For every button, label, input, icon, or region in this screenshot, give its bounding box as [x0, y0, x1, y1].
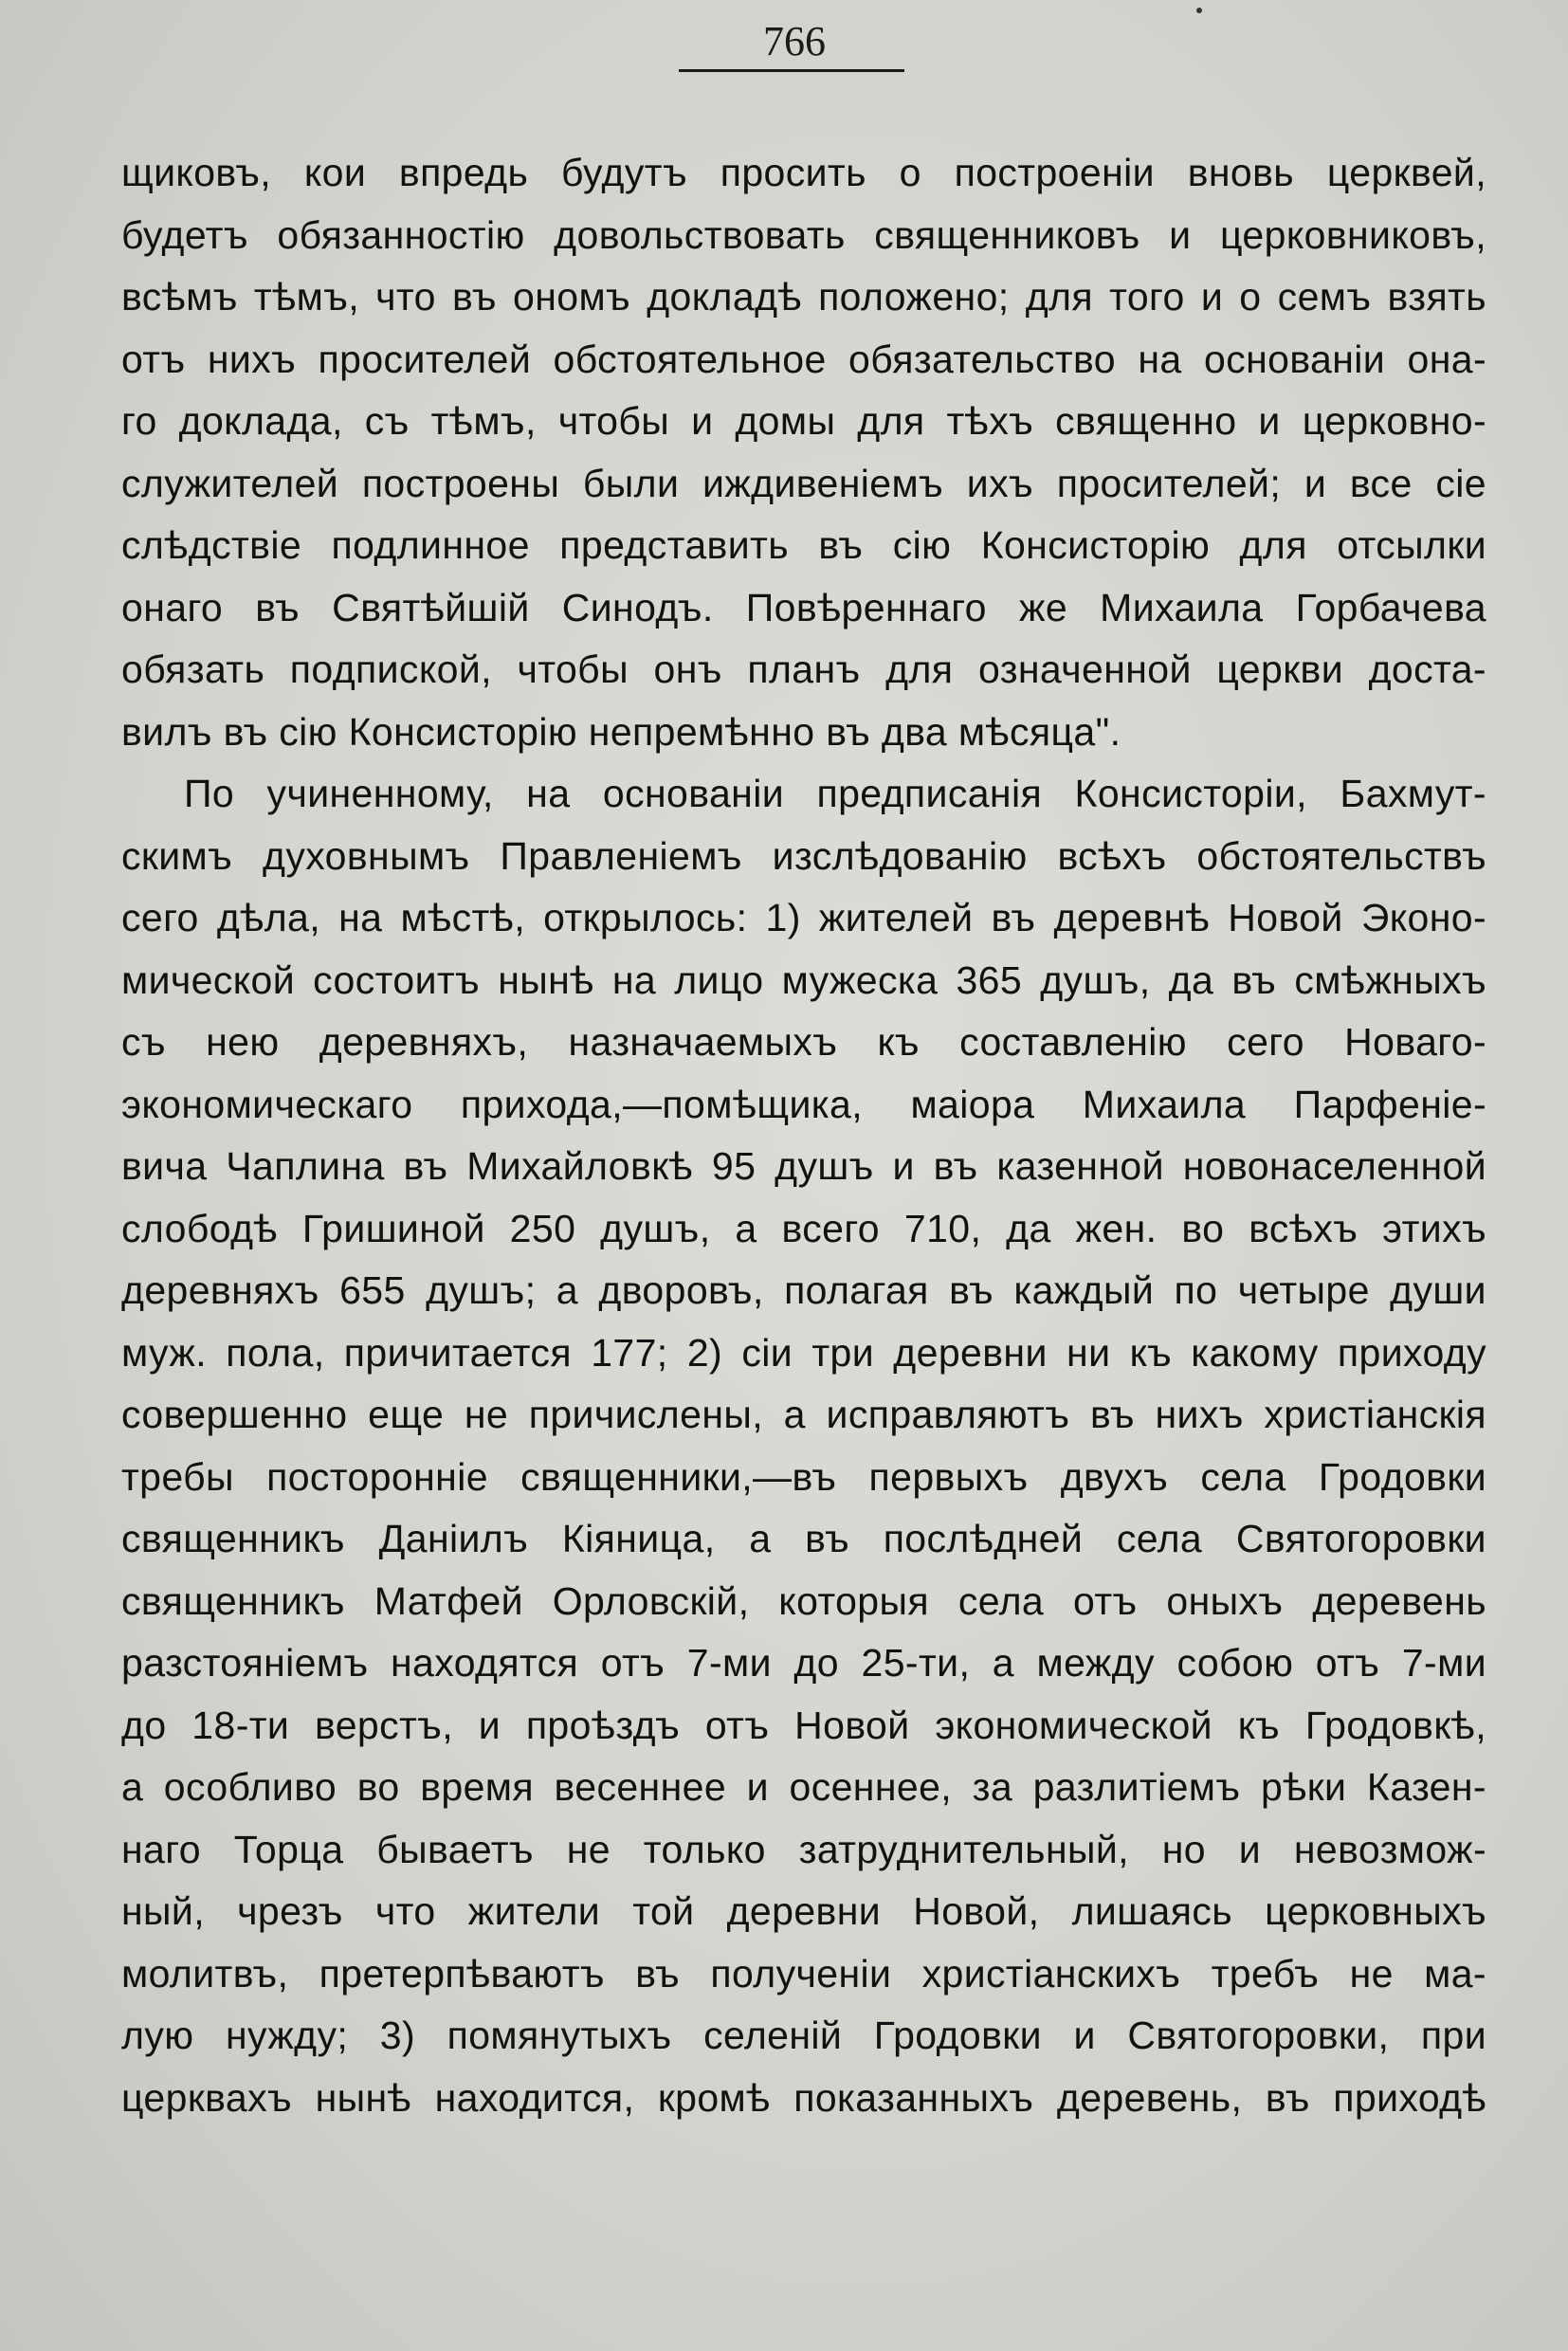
text-line-paragraph-start: По учиненному, на основаніи предписанія Консисторіи, Бахмут-: [184, 772, 1486, 815]
text-line: обязать подпиской, чтобы онъ планъ для означенной церкви доста-: [121, 647, 1486, 691]
text-line: церквахъ нынѣ находится, кромѣ показанныхъ деревень, въ приходѣ: [121, 2075, 1486, 2120]
text-line: ный, чрезъ что жители той деревни Новой, лишаясь церковныхъ: [121, 1889, 1486, 1933]
text-line: слободѣ Гришиной 250 душъ, а всего 710, да жен. во всѣхъ этихъ: [121, 1206, 1486, 1250]
text-line: го доклада, съ тѣмъ, чтобы и домы для тѣхъ священно и церковно-: [121, 399, 1486, 443]
text-line: деревняхъ 655 душъ; а дворовъ, полагая въ каждый по четыре души: [121, 1268, 1486, 1312]
text-line: муж. пола, причитается 177; 2) сіи три деревни ни къ какому приходу: [121, 1330, 1486, 1375]
text-line: экономическаго прихода,—помѣщика, маіора Михаила Парфеніе-: [121, 1082, 1486, 1126]
body-text: [121, 142, 1486, 2129]
text-line: отъ нихъ просителей обстоятельное обязательство на основаніи она-: [121, 337, 1486, 381]
text-line: всѣмъ тѣмъ, что въ ономъ докладѣ положено; для того и о семъ взять: [121, 275, 1486, 319]
text-line: священникъ Матфей Орловскій, которыя села отъ оныхъ деревень: [121, 1578, 1486, 1623]
text-line: вилъ въ сію Консисторію непремѣнно въ два мѣсяца".: [121, 709, 1121, 754]
text-line: мической состоитъ нынѣ на лицо мужеска 365 душъ, да въ смѣжныхъ: [121, 957, 1486, 1002]
text-line: съ нею деревняхъ, назначаемыхъ къ составленію сего Новаго-: [121, 1020, 1486, 1064]
text-line: вича Чаплина въ Михайловкѣ 95 душъ и въ казенной новонаселенной: [121, 1144, 1486, 1188]
text-line: наго Торца бываетъ не только затруднительный, но и невозмож-: [121, 1827, 1486, 1871]
text-line: разстояніемъ находятся отъ 7-ми до 25-ти, а между собою отъ 7-ми: [121, 1641, 1486, 1685]
text-line: совершенно еще не причислены, а исправляютъ въ нихъ христіанскія: [121, 1393, 1486, 1436]
text-line: а особливо во время весеннее и осеннее, за разлитіемъ рѣки Казен-: [121, 1765, 1486, 1809]
text-line: служителей построены были иждивеніемъ ихъ просителей; и все сіе: [121, 461, 1486, 505]
text-line: онаго въ Святѣйшій Синодъ. Повѣреннаго же Михаила Горбачева: [121, 585, 1486, 629]
page-number: 766: [763, 18, 826, 64]
text-line: слѣдствіе подлинное представить въ сію Консисторію для отсылки: [121, 523, 1486, 567]
text-line: священникъ Даніилъ Кіяница, а въ послѣдней села Святогоровки: [121, 1517, 1486, 1560]
text-line: молитвъ, претерпѣваютъ въ полученіи христіанскихъ требъ не ма-: [121, 1951, 1486, 1996]
text-line: будетъ обязанностію довольствовать священниковъ и церковниковъ,: [121, 212, 1486, 257]
text-line: до 18-ти верстъ, и проѣздъ отъ Новой экономической къ Гродовкѣ,: [121, 1703, 1486, 1747]
text-line: щиковъ, кои впредь будутъ просить о построеніи вновь церквей,: [121, 151, 1486, 194]
text-line: сего дѣла, на мѣстѣ, открылось: 1) жителей въ деревнѣ Новой Эконо-: [121, 896, 1486, 939]
scan-speck: [1196, 8, 1202, 13]
text-line: лую нужду; 3) помянутыхъ селеній Гродовки и Святогоровки, при: [121, 2014, 1486, 2057]
text-line: скимъ духовнымъ Правленіемъ изслѣдованію всѣхъ обстоятельствъ: [121, 833, 1486, 878]
text-line: требы посторонніе священники,—въ первыхъ двухъ села Гродовки: [121, 1454, 1486, 1499]
page-number-rule: [679, 69, 904, 72]
